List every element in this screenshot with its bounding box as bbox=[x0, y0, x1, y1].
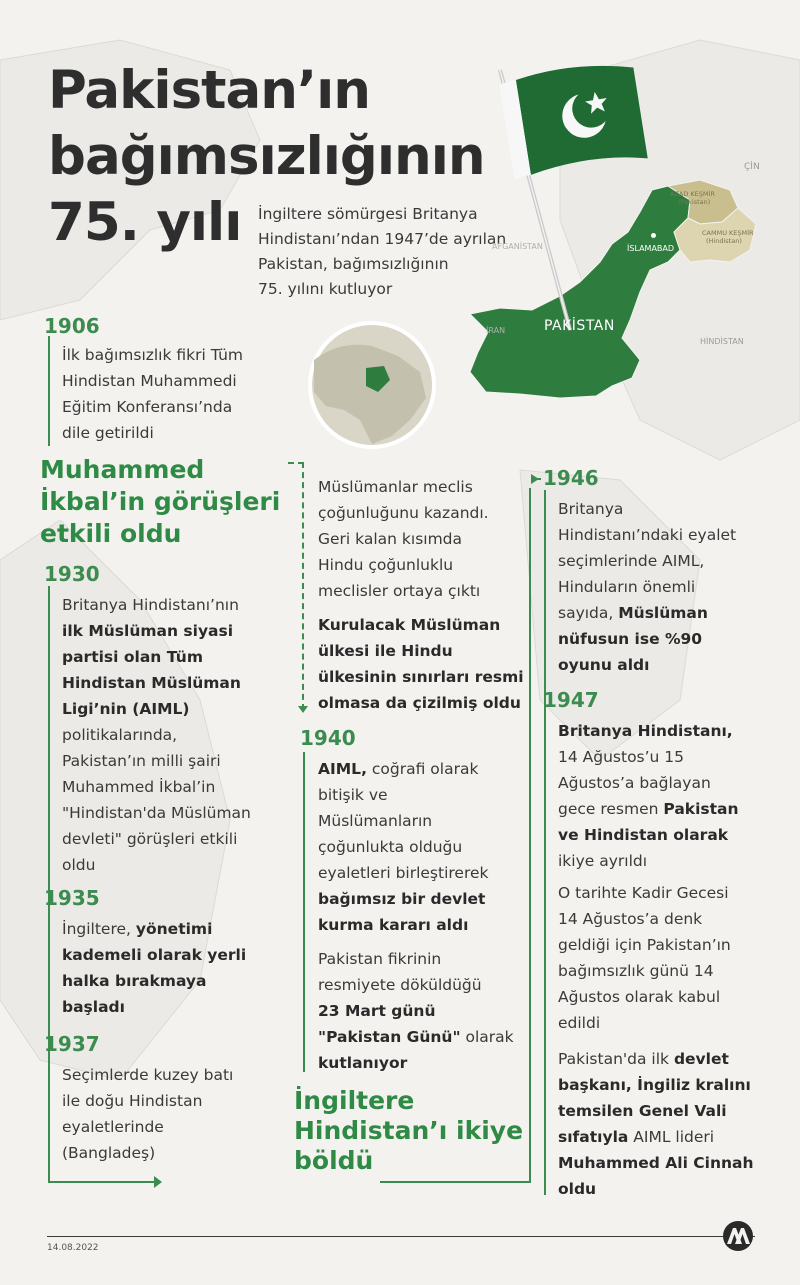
event-1940-text: AIML, coğrafi olarak bitişik ve Müslümanların çoğunlukta olduğu eyaletleri birleştirerek bağımsız bir devlet kurma kararı aldı bbox=[318, 760, 489, 934]
event-1937-text: Seçimlerde kuzey batı ile doğu Hindistan eyaletlerinde (Bangladeş) bbox=[62, 1066, 234, 1162]
event-1946-text: Britanya Hindistanı’ndaki eyalet seçimlerinde AIML, Hinduların önemli sayıda, Müslüman nüfusun ise %90 oyunu aldı bbox=[558, 500, 737, 674]
year-1937: 1937 bbox=[44, 1032, 100, 1056]
timeline-bar bbox=[303, 752, 305, 1072]
title-line: bağımsızlığının bbox=[48, 126, 485, 187]
map-label-afganistan: AFGANİSTAN bbox=[492, 242, 543, 251]
event-1930-text: Britanya Hindistanı’nın ilk Müslüman siyasi partisi olan Tüm Hindistan Müslüman Ligi’nin (AIML) politikalarında, Pakistan’ın milli şairi Muhammed İkbal’in "Hindistan'da Müslüman devleti" görüşleri etkili oldu bbox=[62, 596, 251, 874]
section-heading: İngiltere Hindistan’ı ikiye böldü bbox=[294, 1086, 524, 1175]
footer-date: 14.08.2022 bbox=[47, 1243, 99, 1253]
year-1947: 1947 bbox=[543, 688, 599, 712]
islamabad-dot bbox=[651, 233, 656, 238]
map-label-cammu: CAMMU KEŞMİR bbox=[702, 229, 754, 237]
map-label-cammu-sub: (Hindistan) bbox=[706, 237, 742, 245]
event-1940-text-2: Pakistan fikrinin resmiyete döküldüğü 23 Mart günü "Pakistan Günü" olarak kutlanıyor bbox=[318, 950, 514, 1072]
aa-logo-icon bbox=[718, 1220, 758, 1252]
map-label-islamabad: İSLAMABAD bbox=[627, 244, 675, 253]
timeline-arrow-line bbox=[380, 1181, 531, 1183]
arrow-down-icon bbox=[298, 706, 308, 713]
event-1937-bold: Kurulacak Müslüman ülkesi ile Hindu ülkesinin sınırları resmi olmasa da çizilmiş oldu bbox=[318, 616, 524, 712]
dashed-connector bbox=[531, 478, 541, 480]
arrow-right-icon bbox=[154, 1176, 162, 1188]
event-1947-text-2: O tarihte Kadir Gecesi 14 Ağustos’a denk geldiği için Pakistan’ın bağımsızlık günü 14 Ağustos olarak kabul edildi bbox=[558, 884, 731, 1032]
year-1906: 1906 bbox=[44, 314, 100, 338]
timeline-bar bbox=[544, 490, 546, 1195]
map-label-cin: ÇİN bbox=[744, 162, 760, 172]
map-label-azad-sub: (Pakistan) bbox=[678, 198, 711, 206]
subtitle-line: Hindistanı’ndan 1947’de ayrılan bbox=[258, 230, 507, 248]
timeline-arrow-line bbox=[48, 1181, 158, 1183]
subtitle-line: 75. yılını kutluyor bbox=[258, 280, 393, 298]
dashed-connector bbox=[302, 462, 304, 710]
subtitle bbox=[258, 202, 558, 302]
map-label-hindistan: HİNDİSTAN bbox=[700, 337, 744, 346]
event-1935-text: İngiltere, yönetimi kademeli olarak yerli halka bırakmaya başladı bbox=[62, 920, 247, 1016]
subtitle-line: Pakistan, bağımsızlığının bbox=[258, 255, 449, 273]
map-label-iran: İRAN bbox=[486, 326, 506, 335]
globe-inset bbox=[310, 323, 434, 447]
section-heading: Muhammed İkbal’in görüşleri etkili oldu bbox=[40, 455, 281, 548]
year-1940: 1940 bbox=[300, 726, 356, 750]
map-label-azad: AZAD KEŞMİR bbox=[670, 190, 715, 198]
year-1935: 1935 bbox=[44, 886, 100, 910]
subtitle-line: İngiltere sömürgesi Britanya bbox=[258, 205, 478, 223]
title-line: Pakistan’ın bbox=[48, 60, 371, 121]
year-1946: 1946 bbox=[543, 466, 599, 490]
event-1906-text: İlk bağımsızlık fikri Tüm Hindistan Muhammedi Eğitim Konferansı’nda dile getirildi bbox=[62, 346, 244, 442]
footer-divider bbox=[47, 1236, 755, 1237]
timeline-bar bbox=[48, 586, 50, 1182]
map-label-pakistan: PAKİSTAN bbox=[544, 318, 615, 334]
timeline-bar bbox=[529, 488, 531, 1182]
year-1930: 1930 bbox=[44, 562, 100, 586]
event-1947-text-3: Pakistan'da ilk devlet başkanı, İngiliz kralını temsilen Genel Vali sıfatıyla AIML lideri Muhammed Ali Cinnah oldu bbox=[558, 1050, 754, 1198]
event-1937-continued: Müslümanlar meclis çoğunluğunu kazandı. Geri kalan kısımda Hindu çoğunluklu meclisler ortaya çıktı bbox=[318, 478, 489, 600]
timeline-bar bbox=[48, 336, 50, 446]
event-1947-text: Britanya Hindistanı, 14 Ağustos’u 15 Ağustos’a bağlayan gece resmen Pakistan ve Hindistan olarak ikiye ayrıldı bbox=[558, 722, 739, 870]
title-line: 75. yılı bbox=[48, 192, 242, 253]
